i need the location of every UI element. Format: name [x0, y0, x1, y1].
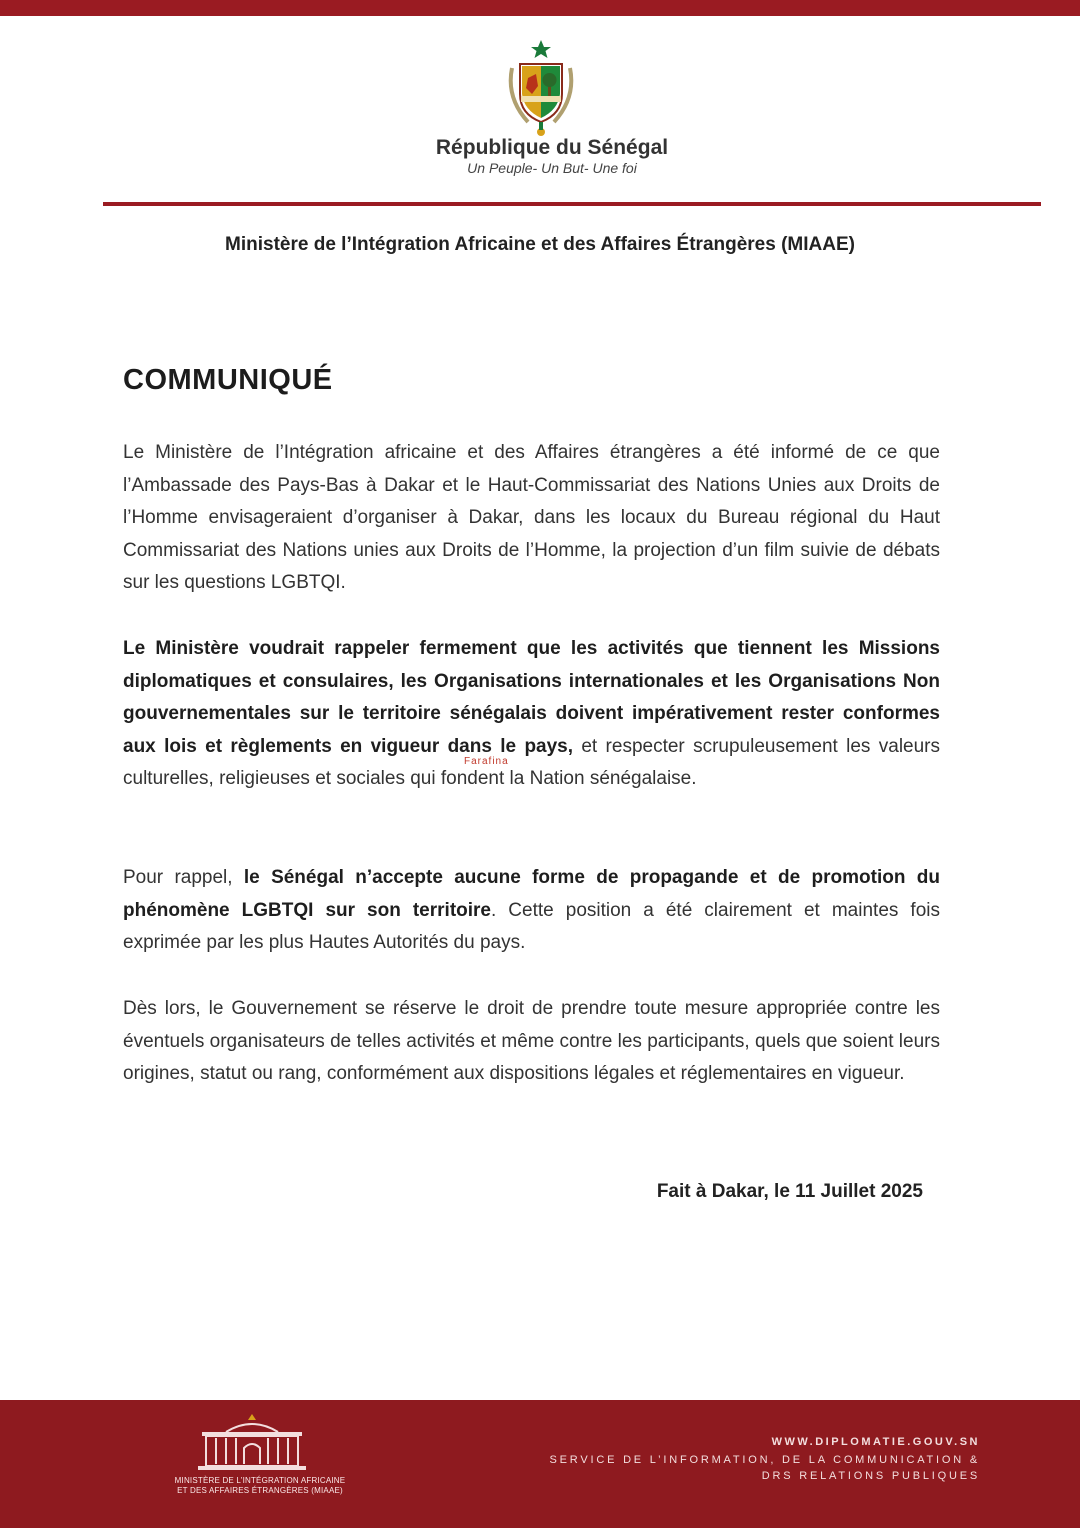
paragraph-3-bold: le Sénégal n’accepte aucune forme de propagande et de promotion du phénomène LGBTQI sur son territoire [123, 867, 940, 921]
senegal-coat-of-arms-icon [498, 38, 584, 138]
paragraph-3-start: Pour rappel, [123, 867, 244, 888]
service-line-2: DRS RELATIONS PUBLIQUES [761, 1470, 980, 1482]
paragraph-1: Le Ministère de l’Intégration africaine et des Affaires étrangères a été informé de ce que l’Ambassade des Pays-Bas à Dakar et le Haut-Commissariat des Nations Unies aux Droits de l’Homme envisageraient d’organiser à Dakar, dans les locaux du Bureau régional du Haut Commissariat des Nations unies aux Droits de l’Homme, la projection d’un film suivie de débats sur les questions LGBTQI. [123, 442, 940, 594]
paragraph-3-end: . Cette position a été clairement et maintes fois exprimée par les plus Hautes Autorités du pays. [123, 899, 940, 954]
top-color-bar [0, 0, 1080, 16]
ministry-building-icon [196, 1410, 308, 1472]
signature-date: Fait à Dakar, le 11 Juillet 2025 [656, 1181, 923, 1202]
watermark-text: Farafina [464, 756, 509, 767]
footer-ministry-line-2: ET DES AFFAIRES ÉTRANGÈRES (MIAAE) [177, 1486, 343, 1495]
ministry-name: Ministère de l’Intégration Africaine et des Affaires Étrangères (MIAAE) [225, 234, 855, 255]
paragraph-4: Dès lors, le Gouvernement se réserve le droit de prendre toute mesure appropriée contre les éventuels organisateurs de telles activités et même contre les participants, quels que soient leurs origines, statut ou rang, conformément aux dispositions légales et réglementaires en vigueur. [123, 998, 940, 1085]
document-title: COMMUNIQUÉ [123, 364, 333, 396]
header-divider [103, 202, 1041, 206]
service-name [550, 1452, 980, 1484]
footer-ministry-name [160, 1476, 360, 1496]
footer-ministry-line-1: MINISTÈRE DE L’INTÉGRATION AFRICAINE [174, 1476, 346, 1485]
country-name: République du Sénégal [435, 136, 669, 159]
paragraph-2-rest: et respecter scrupuleusement les valeurs culturelles, religieuses et sociales qui fondent la Nation sénégalaise. [123, 735, 940, 790]
website-link[interactable]: WWW.DIPLOMATIE.GOUV.SN [771, 1436, 980, 1448]
service-line-1: SERVICE DE L’INFORMATION, DE LA COMMUNICATION & [549, 1454, 980, 1466]
footer-contact [550, 1436, 980, 1484]
paragraph-3 [123, 862, 940, 960]
paragraph-2-bold: Le Ministère voudrait rappeler fermement que les activités que tiennent les Missions diplomatiques et consulaires, les Organisations internationales et les Organisations Non gouvernementales sur le territoire sénégalais doivent impérativement rester conformes aux lois et règlements en vigueur dans le pays, [123, 638, 940, 757]
national-motto: Un Peuple- Un But- Une foi [467, 160, 637, 176]
paragraph-2 [123, 633, 940, 796]
